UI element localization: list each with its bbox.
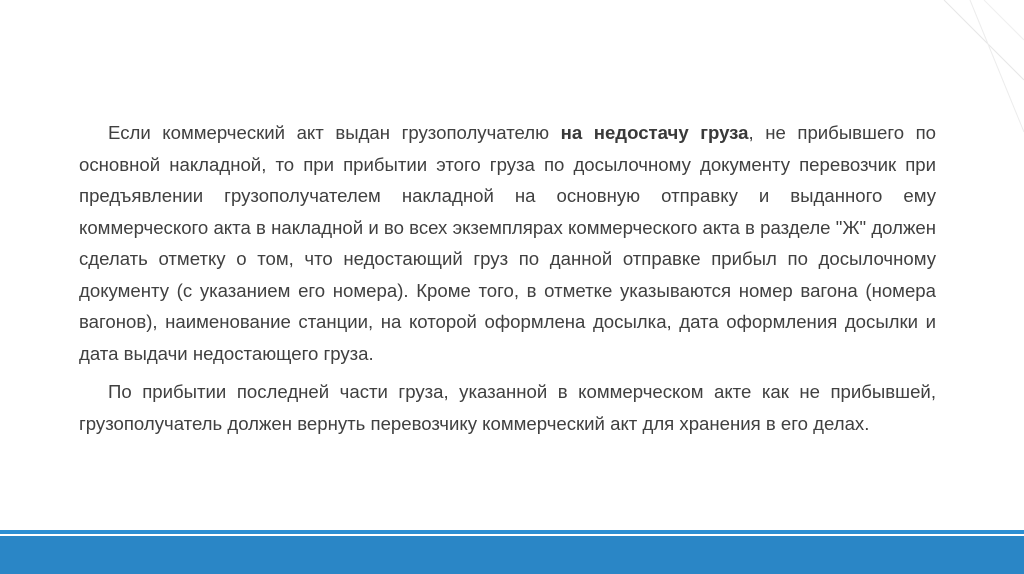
text-content bbox=[79, 117, 936, 439]
paragraph-1-rest: , не прибывшего по основной накладной, то при прибытии этого груза по досылочному документу перевозчик при предъявлении грузополучателем накладной на основную отправку и выданного ему коммерческого акта в накладной и во всех экземплярах коммерческого акта в разделе "Ж" должен сделать отметку о том, что недостающий груз по данной отправке прибыл по досылочному документу (с указанием его номера). Кроме того, в отметке указываются номер вагона (номера вагонов), наименование станции, на которой оформлена досылка, дата оформления досылки и дата выдачи недостающего груза. bbox=[79, 122, 936, 364]
bottom-accent-line bbox=[0, 530, 1024, 534]
paragraph-1-start: Если коммерческий акт выдан грузополучателю bbox=[108, 122, 561, 143]
paragraph-1-bold: на недостачу груза bbox=[560, 122, 749, 143]
bottom-accent-bar bbox=[0, 536, 1024, 574]
paragraph-2: По прибытии последней части груза, указанной в коммерческом акте как не прибывшей, грузополучатель должен вернуть перевозчику коммерческий акт для хранения в его делах. bbox=[79, 381, 936, 434]
paragraph-1 bbox=[79, 117, 936, 369]
